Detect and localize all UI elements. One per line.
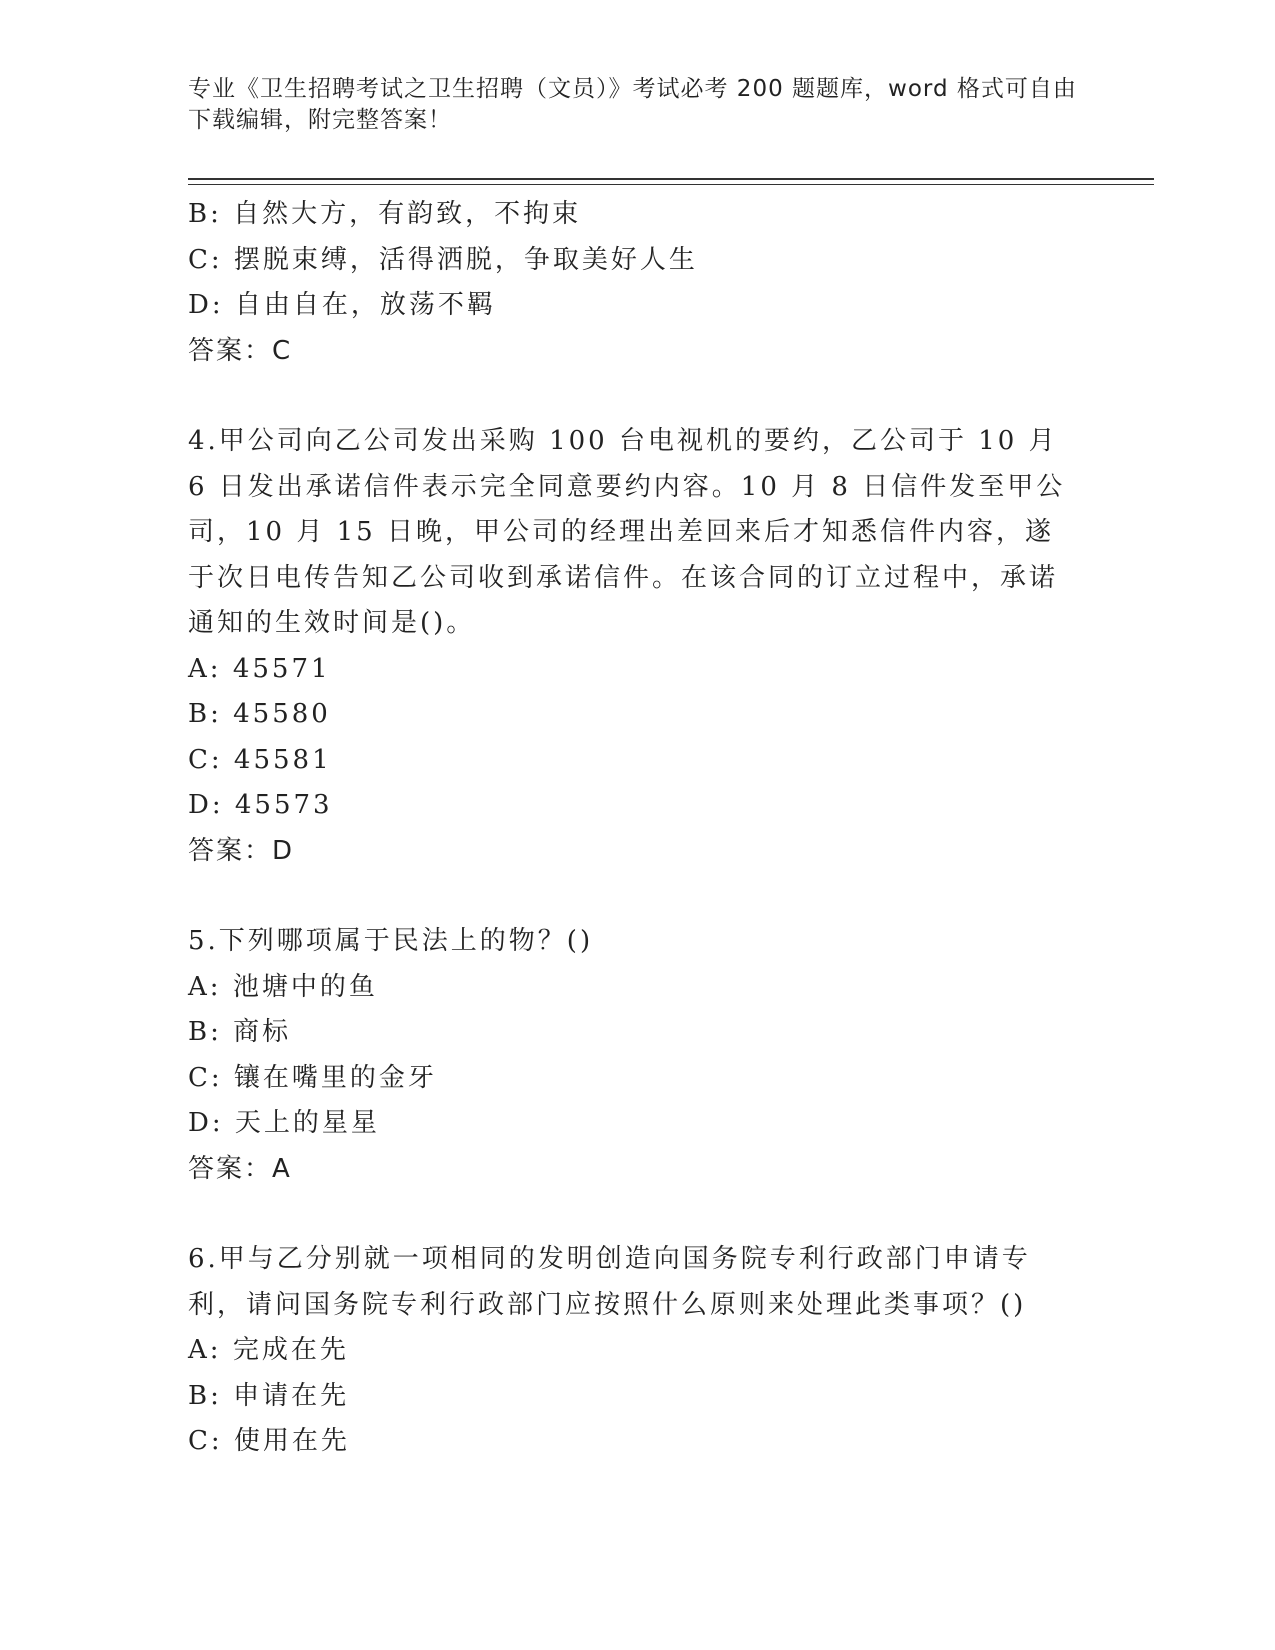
option-text: 45581 [233,744,332,775]
question-stem: 5.下列哪项属于民法上的物？() [188,926,594,956]
option-row [188,1419,1078,1465]
spacer [188,874,1078,919]
header-rule-thick [188,178,1154,180]
question-stem: 6.甲与乙分别就一项相同的发明创造向国务院专利行政部门申请专利，请问国务院专利行政部门应按照什么原则来处理此类事项？() [188,1244,1031,1320]
answer-line: 答案：A [188,1153,292,1184]
answer-line: 答案：C [188,335,293,366]
option-label: A: [188,1335,222,1365]
question-6 [188,1237,1078,1465]
option-text: 商标 [233,1017,292,1047]
answer-line: 答案：D [188,835,295,866]
exam-content [188,192,1078,1465]
option-row [188,1374,1078,1420]
option-text: 自由自在，放荡不羁 [234,290,496,320]
option-row [188,738,1078,784]
option-text: 45580 [233,699,331,729]
option-row [188,965,1078,1011]
option-row [188,192,1078,238]
option-label: C: [188,1062,223,1093]
question-4 [188,419,1078,874]
option-text: 池塘中的鱼 [232,971,378,1002]
option-label: B: [188,1017,222,1047]
option-label: C: [188,244,223,275]
option-row [188,1328,1078,1374]
option-row [188,238,1078,284]
option-text: 申请在先 [233,1380,350,1411]
option-row [188,647,1078,693]
option-label: B: [188,199,222,229]
option-text: 完成在先 [232,1335,349,1365]
option-text: 天上的星星 [234,1108,380,1138]
option-row [188,283,1078,329]
option-row [188,1056,1078,1102]
option-row [188,1010,1078,1056]
option-text: 摆脱束缚，活得洒脱，争取美好人生 [233,244,698,275]
option-text: 45573 [234,790,333,820]
option-label: D: [188,1108,224,1138]
header-rule-thin [188,184,1154,185]
carryover-question [188,192,1078,374]
option-text: 使用在先 [233,1426,350,1456]
option-label: C: [188,744,223,775]
option-label: C: [188,1426,223,1456]
question-5 [188,919,1078,1192]
option-label: A: [188,653,222,684]
question-stem: 4.甲公司向乙公司发出采购 100 台电视机的要约，乙公司于 10 月 6 日发出承诺信件表示完全同意要约内容。10 月 8 日信件发至甲公司，10 月 15 日晚，甲公司的经理出差回来后才知悉信件内容，遂于次日电传告知乙公司收到承诺信件。在该合同的订立过程中，承诺通知的生效时间是()。 [188,426,1066,638]
option-text: 45571 [232,653,331,684]
option-label: B: [188,699,222,729]
spacer [188,1192,1078,1237]
option-row [188,1101,1078,1147]
option-label: D: [188,790,224,820]
option-text: 自然大方，有韵致，不拘束 [233,199,582,229]
option-label: D: [188,290,224,320]
option-label: A: [188,971,222,1002]
option-row [188,692,1078,738]
option-text: 镶在嘴里的金牙 [233,1062,437,1093]
spacer [188,374,1078,419]
page-header: 专业《卫生招聘考试之卫生招聘（文员）》考试必考 200 题题库，word 格式可自由下载编辑，附完整答案！ [188,76,1077,133]
option-label: B: [188,1380,222,1411]
option-row [188,783,1078,829]
